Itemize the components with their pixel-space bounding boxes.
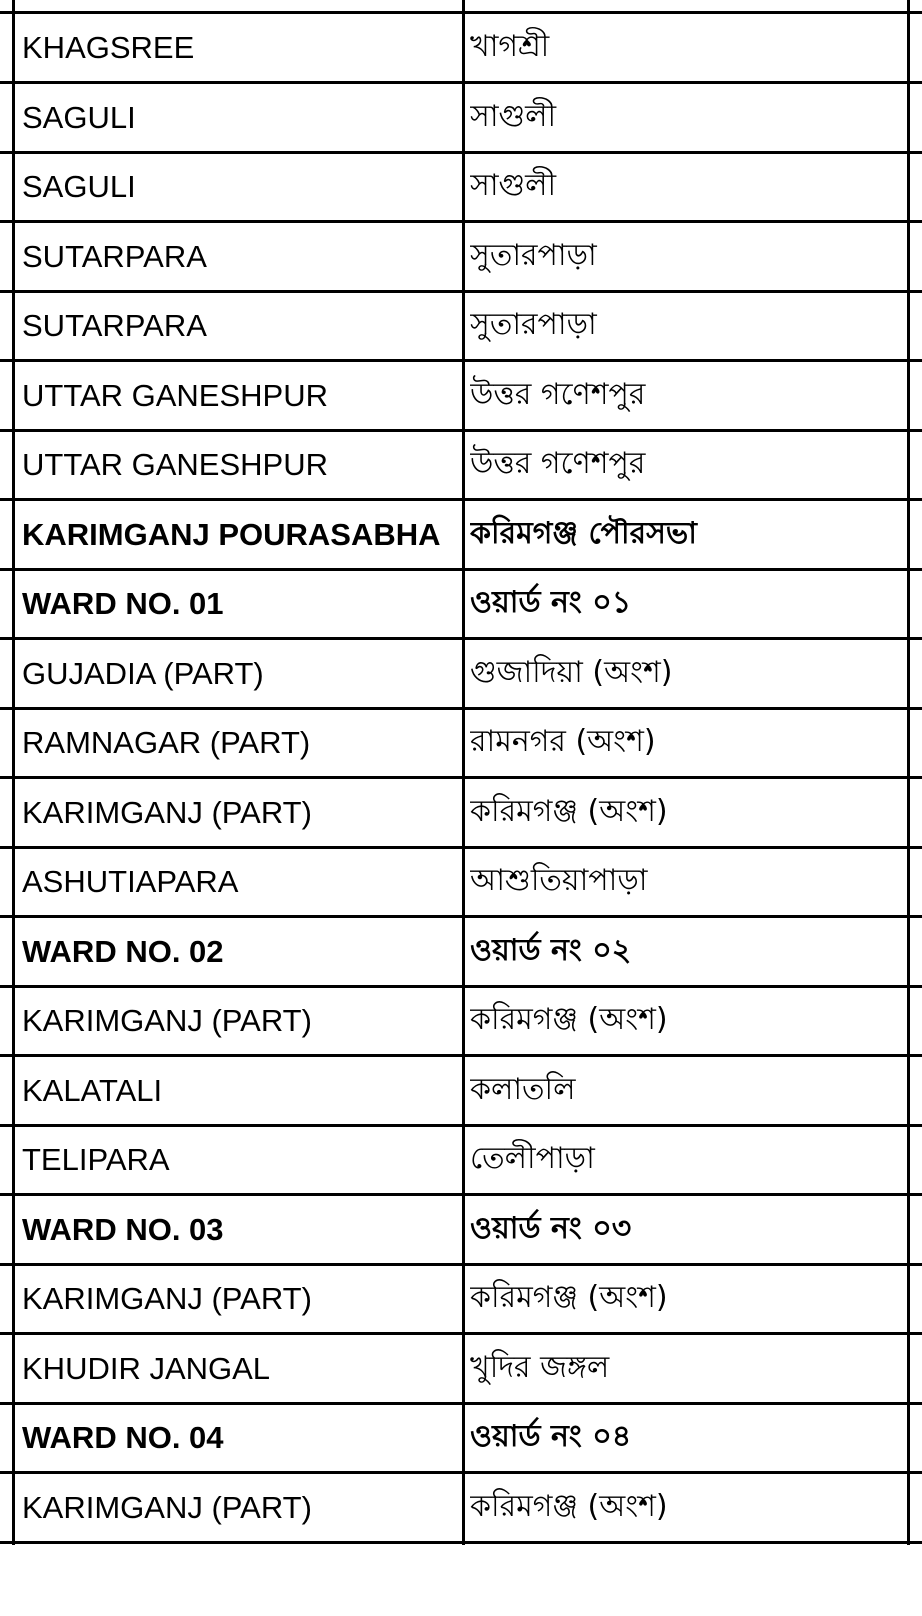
english-name-cell: SUTARPARA: [22, 238, 207, 274]
english-name-cell: KHUDIR JANGAL: [22, 1350, 271, 1386]
table-row: [0, 292, 922, 362]
table-row: [0, 709, 922, 779]
english-name-cell: KARIMGANJ POURASABHA: [22, 516, 441, 552]
table-top-partial-row: [0, 0, 922, 14]
table-row: [0, 501, 922, 571]
table-row: [0, 1474, 922, 1544]
bengali-name-cell: করিমগঞ্জ পৌরসভা: [470, 516, 697, 551]
table-right-border: [907, 0, 910, 1545]
english-name-cell: WARD NO. 03: [22, 1211, 224, 1247]
english-name-cell: KARIMGANJ (PART): [22, 1489, 312, 1525]
english-name-cell: KARIMGANJ (PART): [22, 794, 312, 830]
bengali-name-cell: সুতারপাড়া: [470, 238, 597, 273]
bengali-name-cell: ওয়ার্ড নং ০১: [470, 585, 632, 620]
bengali-name-cell: রামনগর (অংশ): [470, 724, 656, 759]
english-name-cell: KALATALI: [22, 1072, 163, 1108]
bengali-name-cell: করিমগঞ্জ (অংশ): [470, 1002, 668, 1037]
table-row: [0, 918, 922, 988]
table-row: [0, 848, 922, 918]
table-row: [0, 1335, 922, 1405]
table-row: [0, 1126, 922, 1196]
bengali-name-cell: আশুতিয়াপাড়া: [470, 863, 648, 898]
bengali-name-cell: ওয়ার্ড নং ০২: [470, 933, 632, 968]
table-row: [0, 640, 922, 710]
english-name-cell: WARD NO. 02: [22, 933, 224, 969]
table-left-border: [12, 0, 15, 1545]
english-name-cell: WARD NO. 04: [22, 1419, 224, 1455]
english-name-cell: KARIMGANJ (PART): [22, 1002, 312, 1038]
english-name-cell: KARIMGANJ (PART): [22, 1280, 312, 1316]
english-name-cell: SAGULI: [22, 168, 136, 204]
english-name-cell: SUTARPARA: [22, 307, 207, 343]
table-row: [0, 779, 922, 849]
table-row: [0, 987, 922, 1057]
bengali-name-cell: উত্তর গণেশপুর: [470, 377, 646, 412]
bengali-name-cell: সাগুলী: [470, 168, 557, 203]
english-name-cell: SAGULI: [22, 99, 136, 135]
bengali-name-cell: ওয়ার্ড নং ০৪: [470, 1419, 632, 1454]
english-name-cell: ASHUTIAPARA: [22, 863, 239, 899]
bengali-name-cell: খুদির জঙ্গল: [470, 1350, 610, 1385]
table-row: [0, 223, 922, 293]
bengali-name-cell: করিমগঞ্জ (অংশ): [470, 794, 668, 829]
english-name-cell: WARD NO. 01: [22, 585, 224, 621]
table-row: [0, 1404, 922, 1474]
bengali-name-cell: সাগুলী: [470, 99, 557, 134]
table-row: [0, 362, 922, 432]
table-row: [0, 153, 922, 223]
bengali-name-cell: উত্তর গণেশপুর: [470, 446, 646, 481]
table-column-divider: [462, 0, 465, 1545]
bengali-name-cell: খাগশ্রী: [470, 29, 550, 64]
english-name-cell: RAMNAGAR (PART): [22, 724, 311, 760]
bengali-name-cell: করিমগঞ্জ (অংশ): [470, 1489, 668, 1524]
english-name-cell: UTTAR GANESHPUR: [22, 377, 329, 413]
english-name-cell: GUJADIA (PART): [22, 655, 264, 691]
bengali-name-cell: গুজাদিয়া (অংশ): [470, 655, 673, 690]
table-row: [0, 1196, 922, 1266]
table-row: [0, 84, 922, 154]
bengali-name-cell: তেলীপাড়া: [470, 1141, 595, 1176]
table-row: [0, 570, 922, 640]
english-name-cell: UTTAR GANESHPUR: [22, 446, 329, 482]
english-name-cell: KHAGSREE: [22, 29, 195, 65]
table-row: [0, 1265, 922, 1335]
bengali-name-cell: কলাতলি: [470, 1072, 576, 1107]
bengali-name-cell: ওয়ার্ড নং ০৩: [470, 1211, 632, 1246]
table-row: [0, 1057, 922, 1127]
bengali-name-cell: করিমগঞ্জ (অংশ): [470, 1280, 668, 1315]
table-row: [0, 431, 922, 501]
table-row: [0, 14, 922, 84]
bengali-name-cell: সুতারপাড়া: [470, 307, 597, 342]
english-name-cell: TELIPARA: [22, 1141, 170, 1177]
